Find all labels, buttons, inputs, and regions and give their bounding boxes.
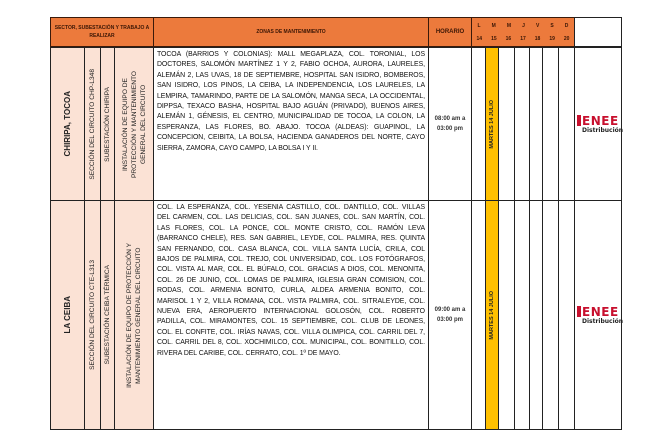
horario-text xyxy=(435,305,466,325)
horario-end: 03:00 pm xyxy=(436,126,463,132)
sector-cell xyxy=(50,47,85,201)
header-sector: SECTOR, SUBESTACIÓN Y TRABAJO A REALIZAR xyxy=(50,17,154,47)
horario-text xyxy=(435,114,466,134)
day-cell-14 xyxy=(471,47,486,201)
subestacion-cell xyxy=(100,200,115,430)
header-days xyxy=(471,17,575,47)
day-number: 20 xyxy=(563,36,570,42)
day-cell-15-highlight xyxy=(485,200,499,430)
logo-brand: ENEE xyxy=(582,113,619,128)
day-number: 14 xyxy=(476,36,483,42)
day-cell-15-highlight xyxy=(485,47,499,201)
day-number: 16 xyxy=(505,36,512,42)
day-cell-17 xyxy=(514,47,530,201)
logo-sub: Distribución xyxy=(582,317,624,325)
fecha-label: MARTES 14 JULIO xyxy=(489,290,495,340)
logo-sub: Distribución xyxy=(582,126,624,134)
day-letter: J xyxy=(522,23,525,29)
day-cell-19 xyxy=(542,47,559,201)
horario-start: 08:00 am a xyxy=(434,116,466,122)
day-number: 19 xyxy=(549,36,555,42)
trabajo-line: INSTALACIÓN DE EQUIPO DE PROTECCIÓN Y xyxy=(126,242,133,388)
subestacion-cell xyxy=(100,47,115,201)
trabajo-cell xyxy=(114,47,154,201)
day-number: 15 xyxy=(491,36,497,42)
circuito-label: SECCIÓN DEL CIRCUITO CTE-L313 xyxy=(89,260,96,370)
header-zonas: ZONAS DE MANTENIMIENTO xyxy=(153,17,429,47)
day-cell-20 xyxy=(558,200,575,430)
sector-label: CHIRIPA, TOCOA xyxy=(63,91,72,157)
trabajo-line: GENERAL DEL CIRCUITO xyxy=(139,84,147,164)
day-letter: D xyxy=(564,23,569,29)
circuito-cell xyxy=(84,47,101,201)
day-letter: V xyxy=(535,23,540,29)
header-horario: HORARIO xyxy=(428,17,472,47)
enee-mark-icon xyxy=(577,115,581,126)
day-cell-16 xyxy=(498,200,515,430)
header-logo-blank xyxy=(574,17,622,47)
day-letters xyxy=(472,18,574,30)
day-cell-20 xyxy=(558,47,575,201)
logo-mark-row xyxy=(577,115,619,127)
trabajo-line: MANTENIMIENTO GENERAL DEL CIRCUITO xyxy=(135,246,142,384)
trabajo-line: INSTALACIÓN DE EQUIPO DE xyxy=(121,77,129,171)
enee-logo xyxy=(574,200,622,430)
horario-cell xyxy=(428,200,472,430)
trabajo-label xyxy=(125,243,143,388)
horario-end: 03:00 pm xyxy=(436,317,463,323)
day-letter: L xyxy=(477,23,481,29)
day-number: 17 xyxy=(520,36,526,42)
sector-label: LA CEIBA xyxy=(63,296,72,334)
day-cell-14 xyxy=(471,200,486,430)
day-cell-16 xyxy=(498,47,515,201)
day-cell-17 xyxy=(514,200,530,430)
trabajo-cell xyxy=(114,200,154,430)
day-numbers xyxy=(472,30,574,43)
circuito-cell xyxy=(84,200,101,430)
day-cell-18 xyxy=(529,200,543,430)
fecha-label: MARTES 14 JULIO xyxy=(489,99,495,149)
zonas-cell: COL. LA ESPERANZA, COL. YESENIA CASTILLO, COL. DANTILLO, COL. VILLAS DEL CARMEN, COL. LAS DELICIAS, COL. SAN JUANES, COL. SAN MARTÍN, COL. LAS FLORES, COL. LA PONCE, COL. MONTE CRISTO, COL. RAMÓN LEVA (BARRANCO CHELE), RES. SAN GABRIEL, LEYDE, COL. PALMIRA, RES. QUINTA SAN FERNANDO, COL. CASA BLANCA, COL. VILLA SANTA LUCÍA, CRILA, COL BAJOS DE PALMIRA, COL. TREJO, COL UNIVERSIDAD, COL. LOS FOTÓGRAFOS, COL. VISTA AL MAR, COL. EL BÚFALO, COL. GRACIAS A DIOS, COL. MENONITA, COL. 26 DE JUNIO, COL. LOMAS DE PALMIRA, IGLESIA GRAN COMISION, COL. RODAS, COL. ARMENIA BONITO, CURLA, ALDEA ARMENIA BONITO, COL. MARISOL 1 Y 2, VILLA ROMANA, COL. VISTA PALMIRA, COL. SITRALEYDE, COL. NUEVA ERA, AEROPUERTO INTERNACIONAL GOLOSÓN, COL. ROBERTO PADILLA, COL. MIRAMONTES, COL. 15 SEPTIEMBRE, COL. CLUB DE LEONES, COL. EL CONFITE, COL. IRÍAS NAVAS, COL. VILLA OLIMPICA, COL. CARRIL DEL 7, COL. CARRIL DEL 8, COL. XOCHIMILCO, COL. MUNICIPAL, COL. BONITILLO, COL. RIVERA DEL CARIBE, COL. CERRATO, COL. 1º DE MAYO. xyxy=(153,200,429,430)
enee-logo xyxy=(574,47,622,201)
subestacion-label: SUBESTACIÓN CEIBA TÉRMICA xyxy=(104,265,111,365)
trabajo-line: PROTECCIÓN Y MANTENIMIENTO xyxy=(130,70,138,178)
logo-mark-row xyxy=(577,306,619,318)
day-number: 18 xyxy=(534,36,541,42)
horario-cell xyxy=(428,47,472,201)
zonas-cell: TOCOA (BARRIOS Y COLONIAS): MALL MEGAPLAZA, COL. TORONIAL, LOS DOCTORES, SALOMÓN MARTÍNEZ 1 Y 2, FABIO OCHOA, AURORA, LAURELES, ALEMÁN 2, LAS UVAS, 18 DE SEPTIEMBRE, HOSPITAL SAN ISIDRO, BOMBEROS, SAN ISIDRO, LOS PINOS, LA CEIBA, LA INDEPENDENCIA, LOS LAURELES, LA LEMPIRA, TAMARINDO, PARTE DE LA SALOMÓN, MANGA SECA, LA OCCIDENTAL, DIPPSA, TEXACO BASHA, HOSPITAL BAJO AGUÁN (PRIVADO), BUENOS AIRES, ALEMÁN 1, GÉNESIS, EL CENTRO, MUNICIPALIDAD DE TOCOA, LA COLON, LA ESPERANZA, LAS FLORES, BO. ABAJO. TOCOA (ALDEAS): GUAPINOL, LA CONCEPCION, CEIBITA, LA BOLSA, HACIENDA GANADEROS DEL NORTE, CAYO SIERRA, ZAMORA, CAYO CAMPO, LA BOLSA I Y II. xyxy=(153,47,429,201)
day-letter: M xyxy=(506,23,512,29)
trabajo-label xyxy=(121,71,148,178)
day-cell-19 xyxy=(542,200,559,430)
subestacion-label: SUBESTACIÓN CHIRIPA xyxy=(104,86,111,162)
day-letter: S xyxy=(550,23,554,29)
day-cell-18 xyxy=(529,47,543,201)
logo-brand: ENEE xyxy=(582,304,619,319)
day-letter: M xyxy=(491,23,496,29)
enee-mark-icon xyxy=(577,306,581,317)
horario-start: 09:00 am a xyxy=(434,307,466,313)
circuito-label: SECCIÓN DEL CIRCUITO CHP-L348 xyxy=(89,68,96,180)
sector-cell xyxy=(50,200,85,430)
